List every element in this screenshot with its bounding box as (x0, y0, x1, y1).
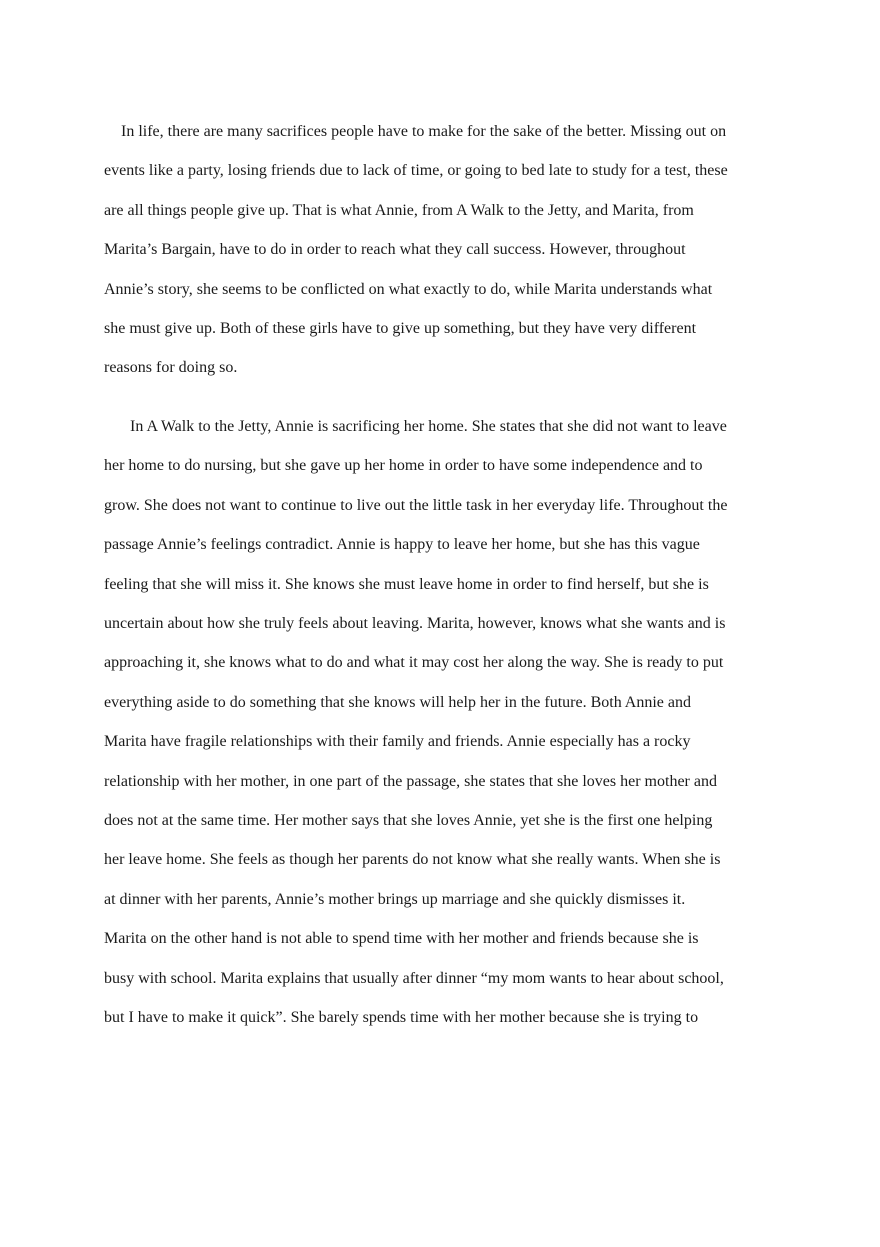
text-line: In A Walk to the Jetty, Annie is sacrificing her home. She states that she did not want to leave (130, 418, 727, 435)
paragraph-1 (104, 112, 780, 388)
text-line: but I have to make it quick”. She barely spends time with her mother because she is trying to (104, 1009, 699, 1027)
text-line: does not at the same time. Her mother says that she loves Annie, yet she is the first one helping (104, 812, 713, 830)
text-line: Marita’s Bargain, have to do in order to reach what they call success. However, throughout (104, 241, 686, 259)
text-line: relationship with her mother, in one part of the passage, she states that she loves her mother and (104, 772, 717, 790)
text-line: grow. She does not want to continue to live out the little task in her everyday life. Throughout the (104, 496, 728, 514)
text-line: her leave home. She feels as though her parents do not know what she really wants. When she is (104, 851, 721, 869)
text-line: approaching it, she knows what to do and what it may cost her along the way. She is ready to put (104, 654, 724, 672)
text-line: feeling that she will miss it. She knows she must leave home in order to find herself, but she is (104, 575, 709, 593)
text-line: Marita on the other hand is not able to spend time with her mother and friends because she is (104, 930, 699, 948)
text-line: her home to do nursing, but she gave up her home in order to have some independence and to (104, 457, 703, 475)
text-line: everything aside to do something that she knows will help her in the future. Both Annie and (104, 693, 692, 711)
text-line: Marita have fragile relationships with their family and friends. Annie especially has a rocky (104, 733, 691, 751)
text-line: events like a party, losing friends due to lack of time, or going to bed late to study for a test, these (104, 162, 728, 180)
text-line: Annie’s story, she seems to be conflicted on what exactly to do, while Marita understands what (104, 280, 713, 298)
text-line: at dinner with her parents, Annie’s mother brings up marriage and she quickly dismisses it. (104, 890, 686, 908)
text-line: reasons for doing so. (104, 359, 238, 377)
text-line: passage Annie’s feelings contradict. Annie is happy to leave her home, but she has this vague (104, 536, 700, 554)
text-line: busy with school. Marita explains that usually after dinner “my mom wants to hear about school, (104, 969, 724, 987)
text-line: uncertain about how she truly feels about leaving. Marita, however, knows what she wants and is (104, 615, 726, 633)
paragraph-2 (104, 407, 780, 1038)
text-line: In life, there are many sacrifices people have to make for the sake of the better. Missing out on (121, 123, 727, 140)
text-line: are all things people give up. That is what Annie, from A Walk to the Jetty, and Marita, from (104, 201, 694, 219)
text-line: she must give up. Both of these girls have to give up something, but they have very different (104, 320, 697, 338)
